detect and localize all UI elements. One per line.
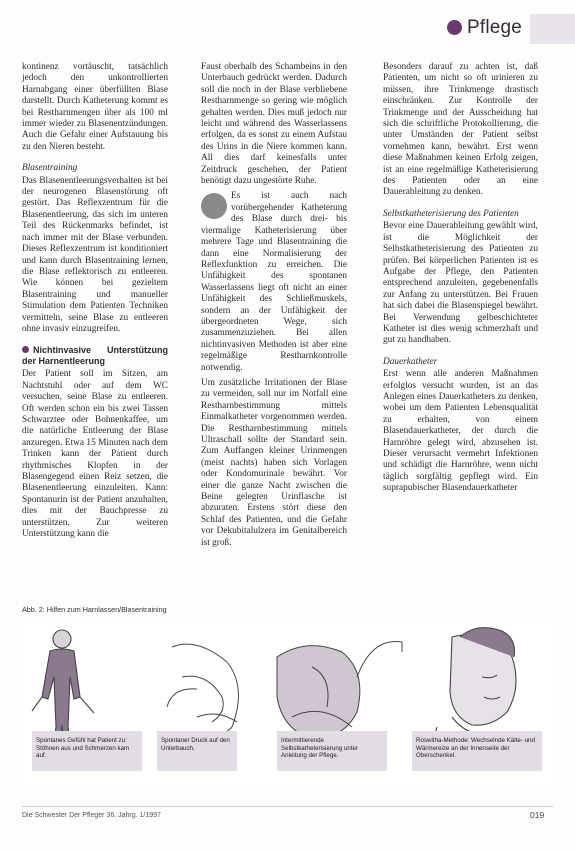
header-tab [530, 14, 575, 44]
figure-label-bands [22, 731, 553, 771]
paragraph: Der Patient soll im Sitzen, am Nachtstuhl oder auf dem WC versuchen, seine Blase zu entleeren. Oft werden schon ein bis zwei Tassen Schwarztee oder Bohnenkaffee, um die natürliche Entleerung der Blase anzuregen. Etwa 15 Minuten nach dem Trinken kann der Patient durch rhythmisches Klopfen in der Blasengegend einen Reiz setzen, die Blasenentleerung einzuleiten. Kann: Spontanurin ist der Patient anzuhalten, dies mit der Bauchpresse zu unterstützen. Zur weiteren Unterstützung kann die [22, 369, 168, 540]
figure-caption: Abb. 2: Hilfen zum Harnlassen/Blasentraining [22, 605, 167, 614]
bullet-icon [22, 346, 29, 353]
dropcap-paragraph [201, 191, 347, 374]
text-column-1 [22, 62, 168, 540]
footer-journal: Die Schwester Der Pfleger 36. Jahrg. 1/1997 [22, 812, 161, 819]
text-column-3 [383, 62, 538, 495]
catheter-illustration [277, 641, 402, 737]
text-column-2 [201, 62, 347, 549]
subheading-blasentraining: Blasentraining [22, 163, 78, 174]
hand-press-illustration [167, 644, 238, 739]
heading-text: Nichtinvasive Unterstützung der Harnentleerung [22, 345, 168, 367]
section-title: Pflege [467, 17, 523, 38]
figure-label-3: Intermittierende Selbstkatheterisierung unter Anleitung der Pflege. [281, 737, 359, 760]
section-header [435, 14, 575, 44]
paragraph: Das Blasenentleerungsverhalten ist bei der neurogenen Blasenstörung oft gestört. Das Reflexzentrum für die Blasenentleerung, das sich im unteren Teil des Rückenmarks befindet, ist nach immer mit der Blase verbunden. Dieses Reflexzentrum ist konditioniert und kann durch Blasentraining lernen, die Blase reflektorisch zu entleeren. Wie können bei gezieltem Blasentraining und manueller Stimulation dem Patienten Techniken vermitteln, seine Blase zu entleeren ohne invasiv einzugreifen. [22, 175, 168, 334]
page-number: 019 [530, 810, 545, 820]
subheading-dauerkatheter: Dauerkatheter [383, 356, 438, 367]
paragraph: Es ist auch nach vorübergehender Katheterung des Blase durch drei- bis viermalige Katheterisierung über mehrere Tage und Blasentraining die dann eine Normalisierung der Reflexfunktion zu erreichen. Die Unfähigkeit des spontanen Wasserlassens liegt oft nicht an einer Unfähigkeit des Schließmuskels, sondern an der Unfähigkeit der übergeordneten Wege, sich zusammenzuziehen. Bei allen nichtinvasiven Methoden ist aber eine regelmäßige Restharnkontrolle notwendig. [201, 191, 347, 373]
paragraph: Faust oberhalb des Schambeins in den Unterbauch gedrückt werden. Dadurch soll die noch in der Blase verbliebene Restharnmenge so gering wie möglich gehalten werden. Dies muß jedoch nur leicht und während des Wasserlassens erfolgen, da es sonst zu einem Aufstau des Urins in die Niere kommen kann. All dies darf keinesfalls unter Zeitdruck geschehen, der Patient benötigt dazu ungestörte Ruhe. [201, 62, 347, 187]
paragraph: Um zusätzliche Irritationen der Blase zu vermeiden, soll nur im Notfall eine Restharnbestimmung mittels Einmalkatheter vorgenommen werden. Die Restharnbestimmung mittels Ultraschall sollte der Standard sein. Zum Auffangen kleiner Urinmengen (meist nachts) haben sich Vorlagen oder Kondomurinale bewährt. Vor einer die ganze Nacht zwischen die Beine gelegten Urinflasche ist abzuraten. Erstens stört diese den Schlaf des Patienten, und die Gefahr vor Dekubitalulzera im Genitalbereich ist groß. [201, 377, 347, 548]
heading-nichtinvasive-unterstuetzung [22, 345, 168, 367]
paragraph: kontinenz vortäuscht, tatsächlich jedoch den unkontrollierten Harnabgang einer überfüllten Blase darstellt. Durch Katheterung kommt es bei Restharnmengen über als 100 ml immer wieder zu Blasenentzündungen. Auch die Gefahr einer Aufstauung bis zu den Nieren besteht. [22, 62, 168, 152]
paragraph: Bevor eine Dauerableitung gewählt wird, ist die Möglichkeit der Selbstkatheterisierung des Patienten zu prüfen. Bei körperlichen Patienten ist es Aufgabe der Pflege, den Patienten entsprechend anzuleiten, gegebenenfalls zur Anfang zu unterstützen. Bei Frauen hat sich dabei die Blasenspiegel bewährt. Bei Verwendung gelbeschichteter Katheter ist dies wenig schmerzhaft und gut zu handhaben. [383, 221, 538, 346]
figure [22, 605, 553, 785]
section-bullet-icon [447, 20, 462, 35]
figure-label-1: Spontanes Gefühl hat Patient zu: Stöhnen aus und Schmerzen kam auf. [36, 737, 130, 760]
footer-rule [22, 806, 553, 807]
paragraph: Besonders darauf zu achten ist, daß Patienten, um nicht so oft urinieren zu müssen, ihre Trinkmenge drastisch einschränken. Zur Kontrolle der Trinkmenge und der Ausscheidung hat sich die schriftliche Protokollierung, die unter Umständen der Patient selbst vornehmen kann, bewährt. Erst wenn diese Maßnahmen keinen Erfolg zeigen, ist an eine regelmäßige Katheterisierung des Patienten oder an eine Dauerableitung zu denken. [383, 62, 538, 198]
figure-label-2: Spontaner Druck auf den Unterbauch. [161, 737, 230, 752]
paragraph: Erst wenn alle anderen Maßnahmen erfolglos versucht wurden, ist an das Anlegen eines Dauerkatheters zu denken, wobei um dem Patienten Lebensqualität zu erhalten, von einem Blasendauerkatheter, der durch die Harnröhre gelegt wird, abzusehen ist. Dieser verursacht vermehrt Infektionen und schädigt die Harnröhre, wenn nicht täglich sorgfältig gepflegt wird. Ein suprapubischer Blasendauerkatheter [383, 369, 538, 494]
figure-label-4: Roswitha-Methode: Wechselnde Kälte- und Wärmereize an der Innenseite der Oberschenkel. [416, 737, 535, 760]
subheading-selbstkatheterisierung: Selbstkatheterisierung des Patienten [383, 208, 519, 219]
